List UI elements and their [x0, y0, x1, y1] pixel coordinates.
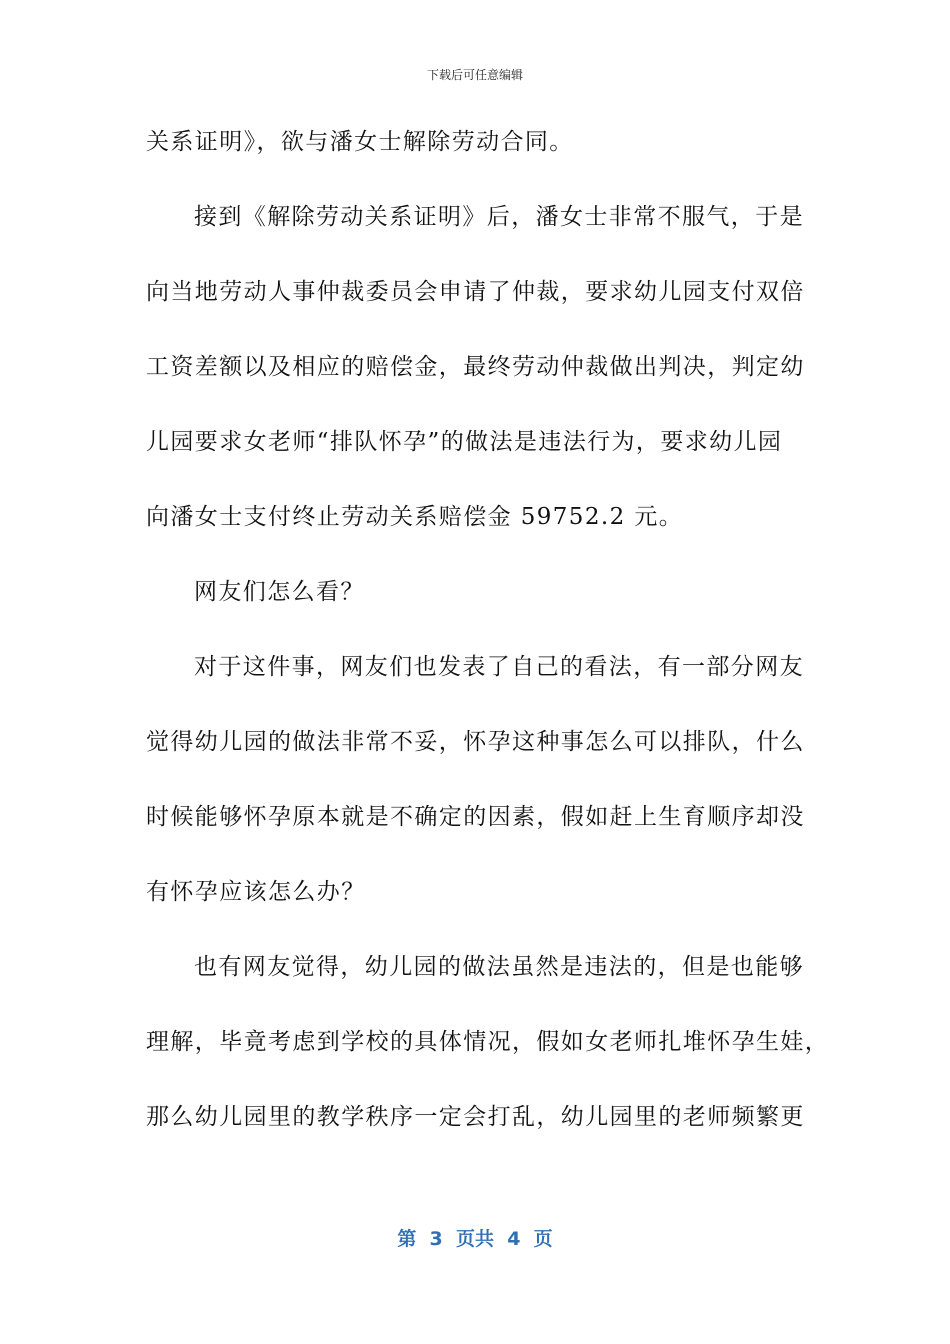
paragraph-line: 时候能够怀孕原本就是不确定的因素，假如赶上生育顺序却没 — [146, 804, 805, 830]
paragraph-line: 那么幼儿园里的教学秩序一定会打乱，幼儿园里的老师频繁更 — [146, 1104, 805, 1130]
paragraph-line: 向潘女士支付终止劳动关系赔偿金 59752.2 元。 — [146, 504, 684, 530]
page-number-footer: 第 3 页共 4 页 — [397, 1228, 553, 1250]
paragraph-line: 也有网友觉得，幼儿园的做法虽然是违法的，但是也能够 — [194, 954, 804, 980]
paragraph-line: 工资差额以及相应的赔偿金，最终劳动仲裁做出判决，判定幼 — [146, 354, 805, 380]
paragraph-line: 觉得幼儿园的做法非常不妥，怀孕这种事怎么可以排队，什么 — [146, 729, 805, 755]
paragraph-line: 接到《解除劳动关系证明》后，潘女士非常不服气，于是 — [194, 204, 804, 230]
paragraph-line: 网友们怎么看？ — [194, 579, 365, 605]
paragraph-line: 对于这件事，网友们也发表了自己的看法，有一部分网友 — [194, 654, 804, 680]
paragraph-line: 关系证明》，欲与潘女士解除劳动合同。 — [146, 129, 574, 155]
page-header: 下载后可任意编辑 — [426, 68, 523, 82]
paragraph-line: 向当地劳动人事仲裁委员会申请了仲裁，要求幼儿园支付双倍 — [146, 279, 805, 305]
paragraph-line: 儿园要求女老师“排队怀孕”的做法是违法行为，要求幼儿园 — [146, 429, 783, 455]
paragraph-line: 有怀孕应该怎么办？ — [146, 879, 366, 905]
paragraph-line: 理解，毕竟考虑到学校的具体情况，假如女老师扎堆怀孕生娃， — [146, 1029, 830, 1055]
